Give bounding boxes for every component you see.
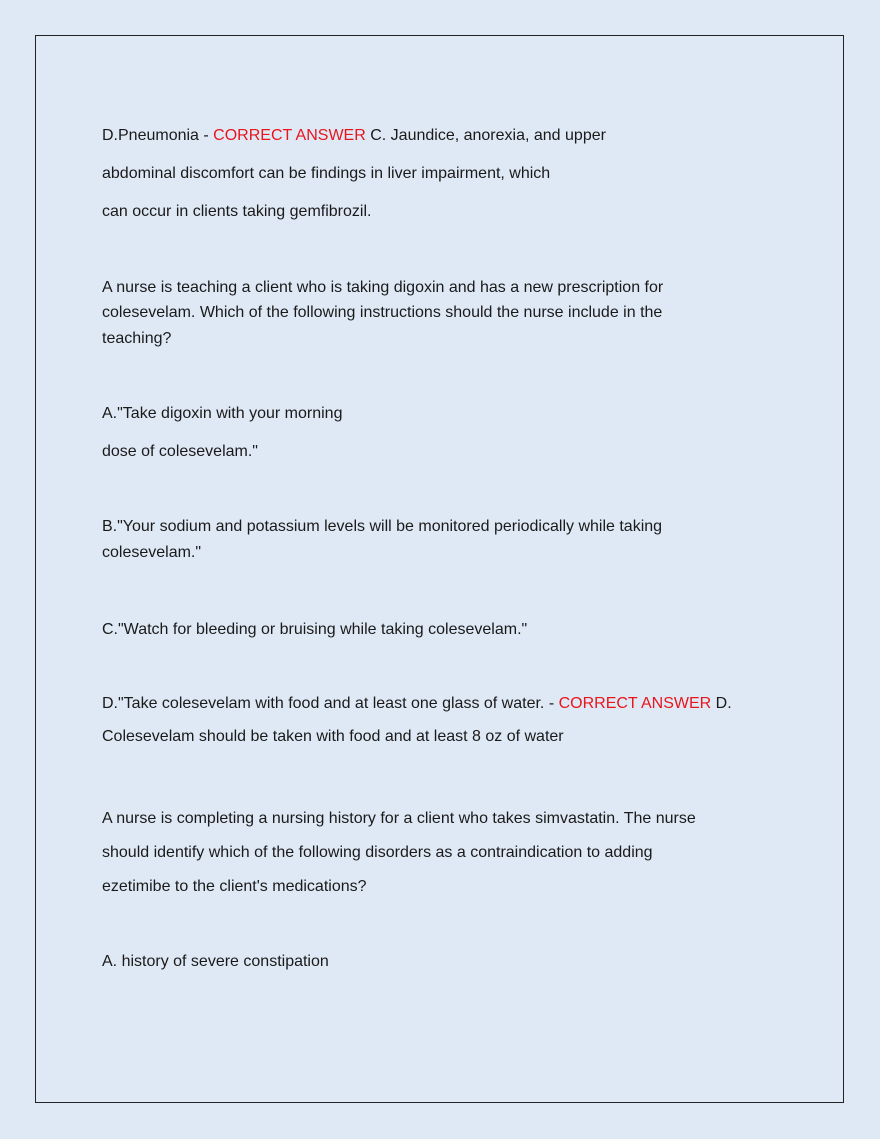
q3-stem-line-1: A nurse is completing a nursing history for a client who takes simvastatin. The nurse (102, 810, 696, 827)
q1-answer-text-3: can occur in clients taking gemfibrozil. (102, 203, 372, 220)
q2-option-d: D."Take colesevelam with food and at least one glass of water. - (102, 695, 559, 712)
q2-option-c: C."Watch for bleeding or bruising while taking colesevelam." (102, 621, 528, 638)
q1-answer-text-1: C. Jaundice, anorexia, and upper (365, 127, 606, 144)
q2-option-a-line-1: A."Take digoxin with your morning (102, 405, 343, 422)
q2-option-a-line-2: dose of colesevelam." (102, 443, 258, 460)
q3-option-a: A. history of severe constipation (102, 953, 329, 970)
q1-option-d-line (102, 126, 606, 146)
q2-stem-line-1: A nurse is teaching a client who is taking digoxin and has a new prescription for (102, 279, 664, 296)
q2-answer-text-1: D. (711, 695, 732, 712)
q3-stem-line-3: ezetimibe to the client's medications? (102, 878, 367, 895)
q2-stem-line-3: teaching? (102, 330, 172, 347)
q2-option-d-line (102, 694, 732, 714)
q1-option-d: D.Pneumonia - (102, 127, 214, 144)
q3-stem-line-2: should identify which of the following disorders as a contraindication to adding (102, 844, 653, 861)
page-border (35, 35, 844, 1103)
q2-stem-line-2: colesevelam. Which of the following instructions should the nurse include in the (102, 304, 663, 321)
q2-correct-answer-label: CORRECT ANSWER (558, 695, 712, 712)
q2-option-b-line-2: colesevelam." (102, 544, 202, 561)
q1-correct-answer-label: CORRECT ANSWER (213, 127, 366, 144)
q1-answer-text-2: abdominal discomfort can be findings in liver impairment, which (102, 165, 551, 182)
q2-option-b-line-1: B."Your sodium and potassium levels will be monitored periodically while taking (102, 518, 663, 535)
q2-answer-text-2: Colesevelam should be taken with food and at least 8 oz of water (102, 728, 564, 745)
